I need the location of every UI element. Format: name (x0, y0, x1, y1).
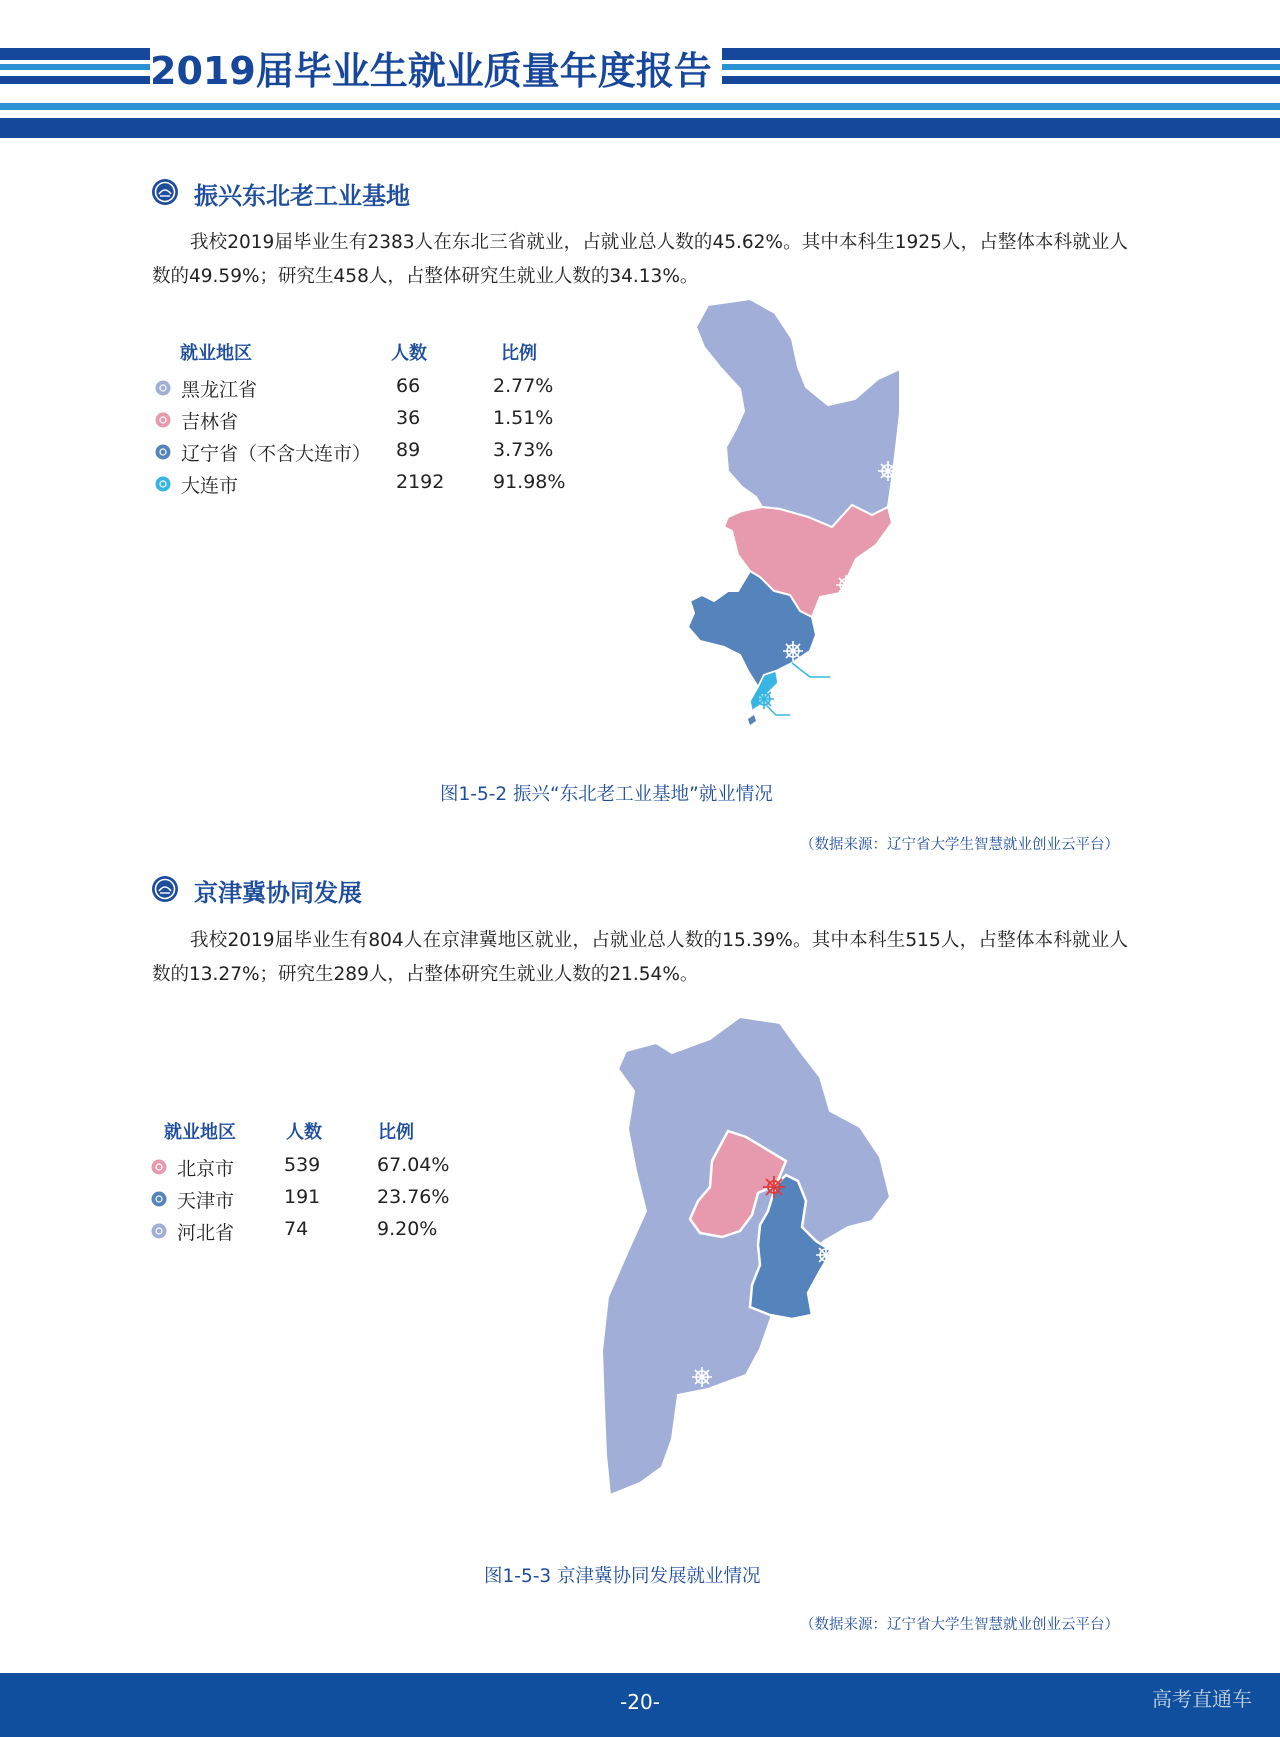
table-row-count: 74 (284, 1218, 309, 1240)
helm-marker-hebei-icon (692, 1367, 712, 1387)
table-row-region: 辽宁省（不含大连市） (181, 443, 372, 465)
header-stripe (0, 103, 1280, 110)
figure-caption-1-5-3: 图1-5-3 京津冀协同发展就业情况 (484, 1566, 761, 1587)
table-row-count: 2192 (396, 471, 445, 493)
table-row-count: 66 (396, 375, 421, 397)
helm-marker-jilin-icon (836, 575, 856, 595)
legend-dot-hebei-icon (151, 1223, 167, 1239)
data-source-note: （数据来源：辽宁省大学生智慧就业创业云平台） (800, 1617, 1119, 1633)
helm-marker-liaoning-icon (783, 641, 803, 661)
map-northeast (680, 295, 1000, 745)
map-island (748, 715, 756, 725)
map-jingjinji (600, 1015, 950, 1505)
paragraph-jingjinji: 我校2019届毕业生有804人在京津冀地区就业，占就业总人数的15.39%。其中本科生515人，占整体本科就业人数的13.27%；研究生289人，占整体研究生就业人数的21.54%。 (152, 930, 1128, 985)
legend-dot-tianjin-icon (151, 1191, 167, 1207)
report-title: 2019届毕业生就业质量年度报告 (150, 40, 722, 95)
page-number: -20- (620, 1690, 660, 1714)
helm-marker-beijing-icon (763, 1176, 785, 1198)
table-header-region: 就业地区 (180, 343, 252, 364)
paragraph-northeast: 我校2019届毕业生有2383人在东北三省就业，占就业总人数的45.62%。其中本科生1925人，占整体本科就业人数的49.59%；研究生458人，占整体研究生就业人数的34.13%。 (152, 232, 1128, 287)
table-row-region: 吉林省 (181, 411, 239, 433)
table-row-region: 天津市 (177, 1190, 235, 1212)
table-row-ratio: 23.76% (377, 1186, 450, 1208)
table-header-count: 人数 (286, 1122, 322, 1143)
helm-marker-heilongjiang-icon (878, 461, 898, 481)
table-header-ratio: 比例 (378, 1122, 414, 1143)
table-row-region: 大连市 (181, 475, 239, 497)
section-emblem-icon (151, 875, 179, 903)
section-title-jingjinji: 京津冀协同发展 (194, 879, 362, 907)
helm-marker-dalian-icon (754, 689, 774, 709)
legend-dot-jilin-icon (155, 412, 171, 428)
table-row-region: 黑龙江省 (181, 379, 258, 401)
table-header-ratio: 比例 (501, 343, 537, 364)
table-row-ratio: 9.20% (377, 1218, 438, 1240)
table-row-ratio: 3.73% (493, 439, 554, 461)
helm-marker-tianjin-icon (816, 1245, 836, 1265)
table-row-ratio: 91.98% (493, 471, 566, 493)
section-emblem-icon (151, 178, 179, 206)
table-row-ratio: 2.77% (493, 375, 554, 397)
watermark-text: 高考直通车 (1152, 1687, 1252, 1711)
header-stripe (0, 118, 1280, 138)
table-header-region: 就业地区 (164, 1122, 236, 1143)
table-row-ratio: 1.51% (493, 407, 554, 429)
table-header-count: 人数 (391, 343, 427, 364)
table-row-count: 89 (396, 439, 421, 461)
map-region-heilongjiang (696, 299, 900, 527)
map-coast-line (792, 663, 830, 677)
map-region-hebei (602, 1017, 890, 1495)
table-row-count: 191 (284, 1186, 321, 1208)
figure-caption-1-5-2: 图1-5-2 振兴“东北老工业基地”就业情况 (440, 784, 773, 805)
table-row-count: 539 (284, 1154, 321, 1176)
table-row-count: 36 (396, 407, 421, 429)
table-row-region: 北京市 (177, 1158, 235, 1180)
legend-dot-heilongjiang-icon (155, 380, 171, 396)
table-row-ratio: 67.04% (377, 1154, 450, 1176)
legend-dot-liaoning-icon (155, 444, 171, 460)
section-title-northeast: 振兴东北老工业基地 (194, 182, 410, 210)
legend-dot-dalian-icon (155, 476, 171, 492)
data-source-note: （数据来源：辽宁省大学生智慧就业创业云平台） (800, 837, 1119, 853)
legend-dot-beijing-icon (151, 1159, 167, 1175)
table-row-region: 河北省 (177, 1222, 235, 1244)
